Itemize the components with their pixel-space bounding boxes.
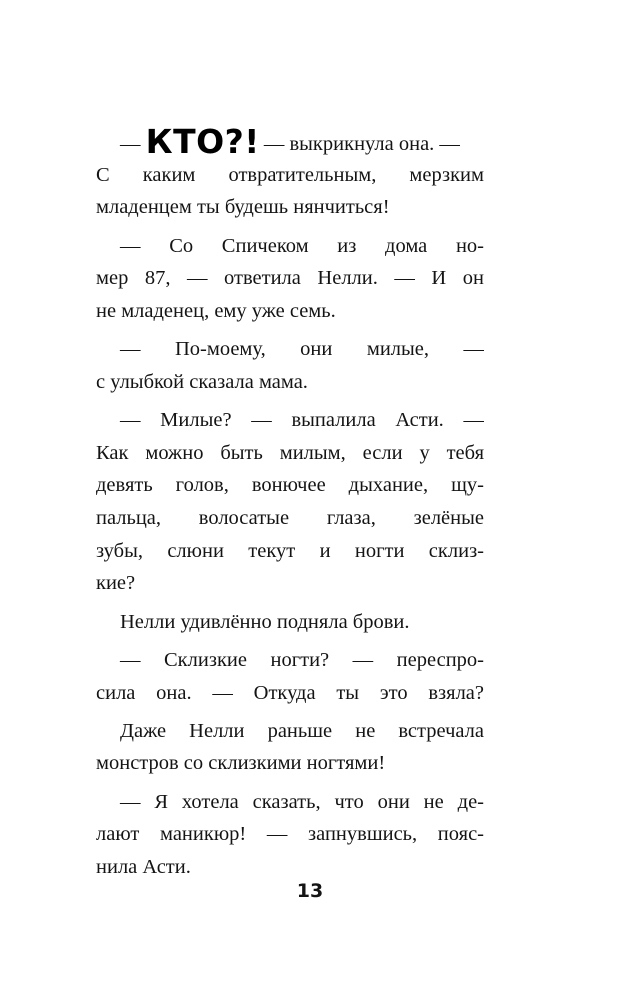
text-line: пальца, волосатые глаза, зелёные — [96, 507, 484, 530]
body-text — [96, 118, 484, 884]
text-line-rest: — выкрикнула она. — — [263, 133, 460, 155]
text-line: лают маникюр! — запнувшись, пояс- — [96, 823, 484, 846]
text-line: — КТО?! — выкрикнула она. — — [96, 126, 484, 159]
text-line: кие? — [96, 572, 136, 595]
text-line: — Со Спичеком из дома но- — [120, 234, 484, 257]
text-line: С каким отвратительным, мерзким — [96, 163, 484, 186]
text-line: мер 87, — ответила Нелли. — И он — [96, 267, 484, 290]
text-line: Как можно быть милым, если у тебя — [96, 441, 484, 464]
text-line: — Я хотела сказать, что они не де- — [120, 790, 484, 813]
text-line: не младенец, ему уже семь. — [96, 299, 336, 322]
shout-text: КТО?! — [145, 126, 260, 159]
text-line: Даже Нелли раньше не встречала — [120, 719, 484, 742]
page-number: 13 — [296, 880, 324, 902]
text-line: девять голов, вонючее дыхание, щу- — [96, 474, 484, 497]
text-line: с улыбкой сказала мама. — [96, 370, 308, 393]
text-line: сила она. — Откуда ты это взяла? — [96, 681, 484, 704]
text-line: Нелли удивлённо подняла брови. — [120, 610, 410, 633]
text-line: монстров со склизкими ногтями! — [96, 752, 386, 775]
text-line: — По-моему, они милые, — — [120, 338, 484, 361]
text-line: нила Асти. — [96, 855, 191, 878]
text-line: младенцем ты будешь нянчиться! — [96, 196, 390, 219]
text-line: — Милые? — выпалила Асти. — — [120, 409, 484, 431]
text-line: зубы, слюни текут и ногти склиз- — [96, 539, 484, 562]
text-line: — Склизкие ногти? — переспро- — [120, 648, 484, 671]
